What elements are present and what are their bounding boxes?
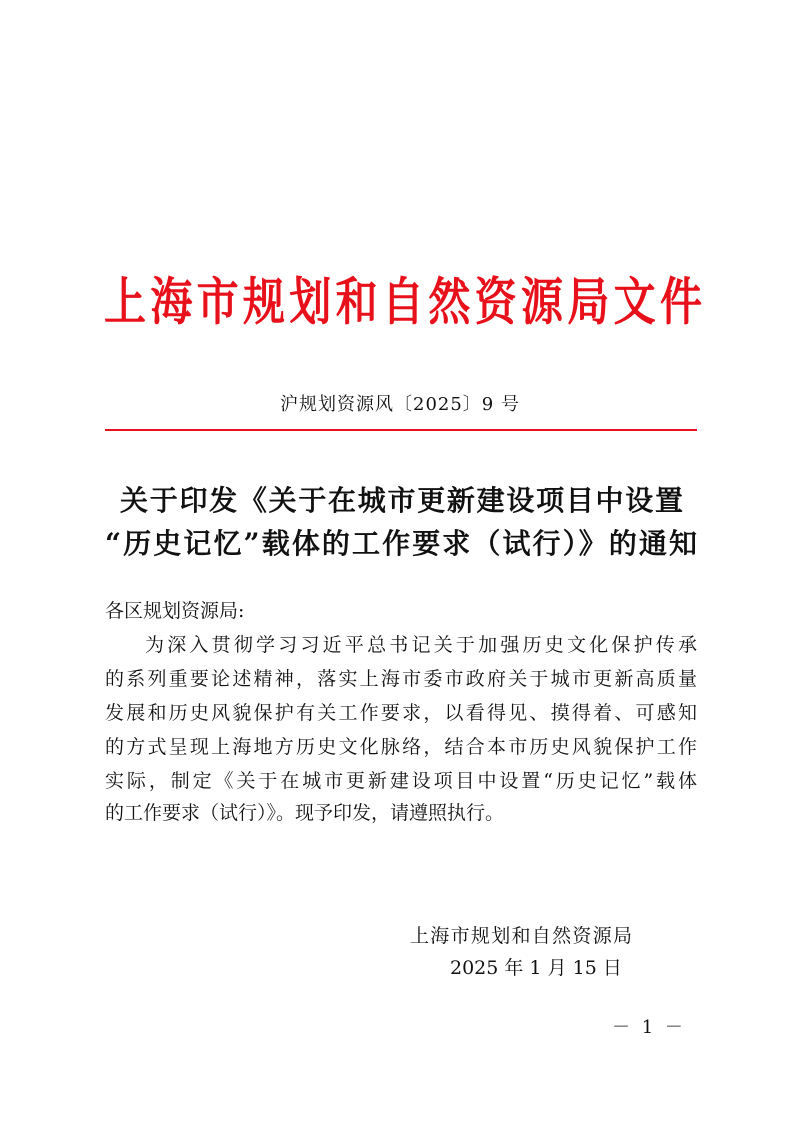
body-line: 的系列重要论述精神，落实上海市委市政府关于城市更新高质量 — [105, 668, 697, 690]
body-line: 的工作要求（试行）》。现予印发，请遵照执行。 — [105, 802, 505, 824]
body-line: 实际，制定《关于在城市更新建设项目中设置“历史记忆”载体 — [105, 770, 697, 792]
notice-title-line-2: “历史记忆”载体的工作要求（试行）》的通知 — [105, 527, 697, 560]
body-line: 的方式呈现上海地方历史文化脉络，结合本市历史风貌保护工作 — [105, 736, 697, 758]
notice-title-line-1: 关于印发《关于在城市更新建设项目中设置 — [120, 484, 683, 517]
page-number: － 1 － — [612, 1017, 686, 1038]
document-number: 沪规划资源风〔2025〕9 号 — [280, 394, 520, 415]
salutation: 各区规划资源局: — [105, 600, 245, 622]
issuer-title: 上海市规划和自然资源局文件 — [104, 271, 702, 332]
body-line: 为深入贯彻学习习近平总书记关于加强历史文化保护传承 — [145, 634, 697, 656]
red-divider — [105, 429, 697, 431]
body-line: 发展和历史风貌保护有关工作要求，以看得见、摸得着、可感知 — [105, 702, 697, 724]
signature-date: 2025 年 1 月 15 日 — [450, 957, 622, 979]
signature-organization: 上海市规划和自然资源局 — [410, 925, 634, 947]
